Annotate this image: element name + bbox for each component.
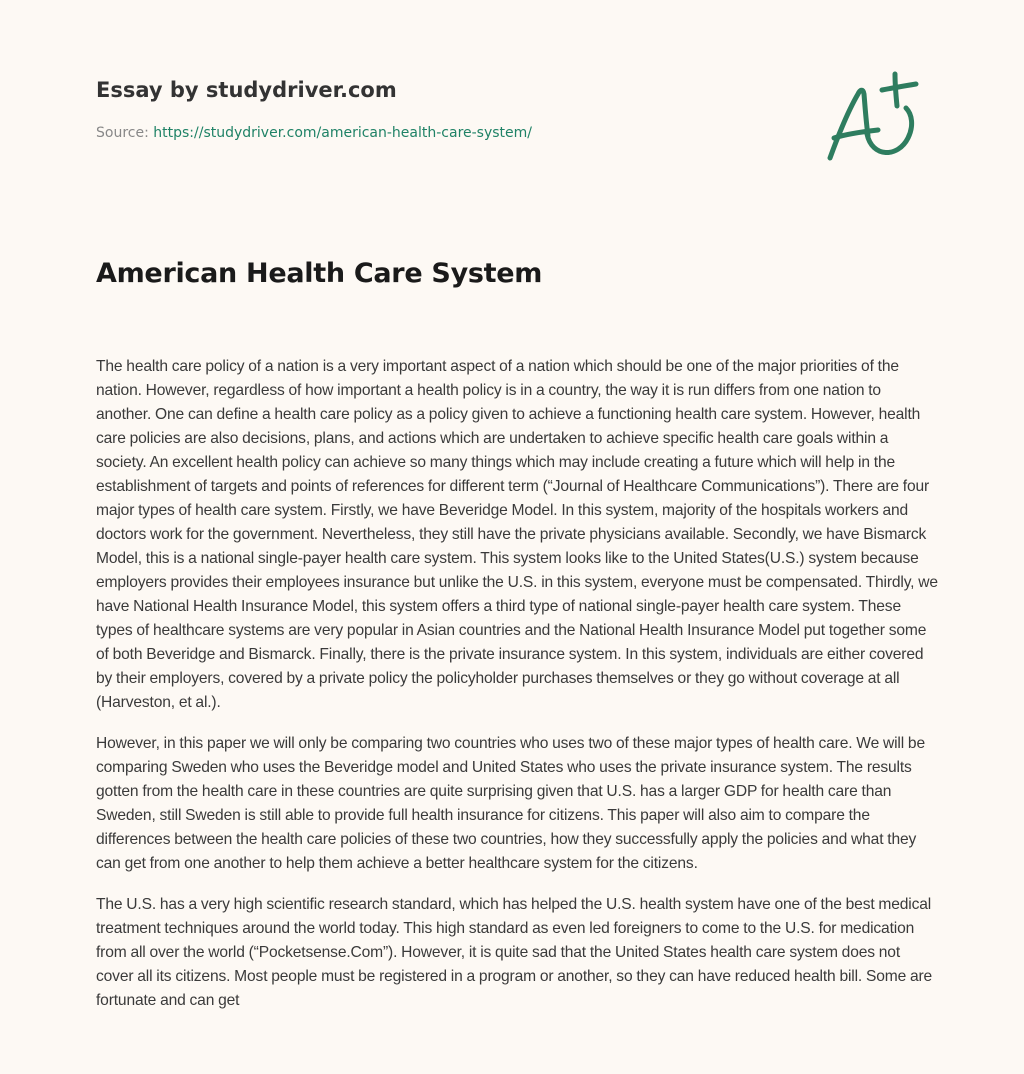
essay-title: American Health Care System — [96, 258, 543, 289]
source-line — [96, 124, 796, 142]
essay-paragraph: The health care policy of a nation is a very important aspect of a nation which should be one of the major priorities of the nation. However, regardless of how important a health policy is in a country, the way it is run differs from one nation to another. One can define a health care policy as a policy given to achieve a functioning health care system. However, health care policies are also decisions, plans, and actions which are undertaken to achieve specific health care goals within a society. An excellent health policy can achieve so many things which may include creating a future which will help in the establishment of targets and points of references for different term (“Journal of Healthcare Communications”). There are four major types of health care system. Firstly, we have Beveridge Model. In this system, majority of the hospitals workers and doctors work for the government. Nevertheless, they still have the private physicians available. Secondly, we have Bismarck Model, this is a national single-payer health care system. This system looks like to the United States(U.S.) system because employers provides their employees insurance but unlike the U.S. in this system, everyone must be compensated. Thirdly, we have National Health Insurance Model, this system offers a third type of national single-payer health care system. These types of healthcare systems are very popular in Asian countries and the National Health Insurance Model put together some of both Beveridge and Bismarck. Finally, there is the private insurance system. In this system, individuals are either covered by their employers, covered by a private policy the policyholder purchases themselves or they go without coverage at all (Harveston, et al.). — [96, 358, 938, 711]
site-header — [96, 76, 796, 142]
a-plus-grade-icon — [820, 66, 930, 166]
essay-paragraph: The U.S. has a very high scientific research standard, which has helped the U.S. health system have one of the best medical treatment techniques around the world today. This high standard as even led foreigners to come to the U.S. for medication from all over the world (“Pocketsense.Com”). However, it is quite sad that the United States health care system does not cover all its citizens. Most people must be registered in a program or another, so they can have reduced health bill. Some are fortunate and can get — [96, 896, 933, 1009]
source-label: Source: — [96, 125, 154, 141]
essay-paragraph: However, in this paper we will only be comparing two countries who uses two of these major types of health care. We will be comparing Sweden who uses the Beveridge model and United States who uses the private insurance system. The results gotten from the health care in these countries are quite surprising given that U.S. has a larger GDP for health care than Sweden, still Sweden is still able to provide full health insurance for citizens. This paper will also aim to compare the differences between the health care policies of these two countries, how they successfully apply the policies and what they can get from one another to help them achieve a better healthcare system for the citizens. — [96, 735, 925, 872]
source-link[interactable]: https://studydriver.com/american-health-care-system/ — [153, 125, 533, 141]
site-title: Essay by studydriver.com — [96, 78, 397, 102]
essay-body — [96, 355, 938, 1030]
